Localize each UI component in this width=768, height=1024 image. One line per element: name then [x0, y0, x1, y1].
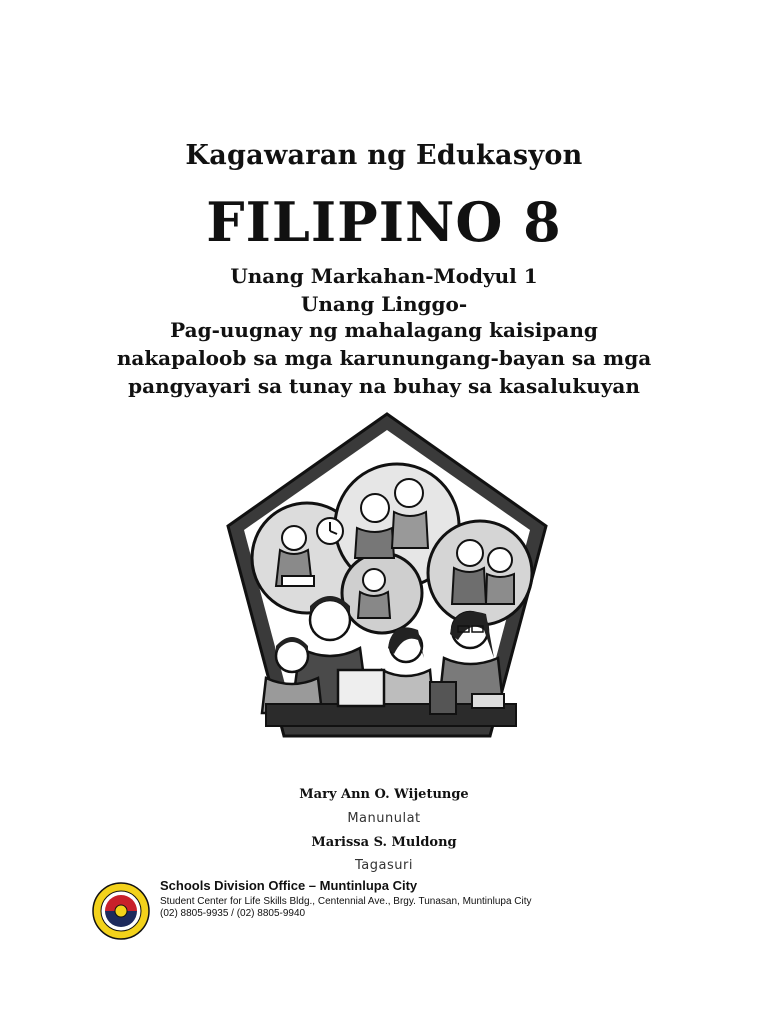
office-footer	[0, 872, 768, 952]
topic-line-1: Pag-uugnay ng mahalagang kaisipang	[170, 318, 598, 342]
topic-line-3: pangyayari sa tunay na buhay sa kasalukuyan	[128, 374, 640, 398]
students-learning-illustration	[222, 408, 552, 743]
office-address: Student Center for Life Skills Bldg., Centennial Ave., Brgy. Tunasan, Muntinlupa City	[160, 896, 532, 907]
reviewer-name: Marissa S. Muldong	[311, 835, 457, 850]
office-phone: (02) 8805-9935 / (02) 8805-9940	[160, 908, 306, 919]
author-role: Manunulat	[347, 811, 421, 826]
author-name: Mary Ann O. Wijetunge	[299, 787, 469, 802]
week-label: Unang Linggo-	[300, 292, 468, 316]
department-name: Kagawaran ng Edukasyon	[185, 140, 583, 171]
reviewer-role: Tagasuri	[355, 858, 413, 872]
division-seal-icon	[92, 882, 150, 940]
office-name: Schools Division Office – Muntinlupa City	[160, 878, 418, 893]
topic-line-2: nakapaloob sa mga karunungang-bayan sa mga	[116, 346, 652, 370]
subject-title: FILIPINO 8	[206, 190, 562, 254]
quarter-module: Unang Markahan-Modyul 1	[230, 264, 538, 288]
